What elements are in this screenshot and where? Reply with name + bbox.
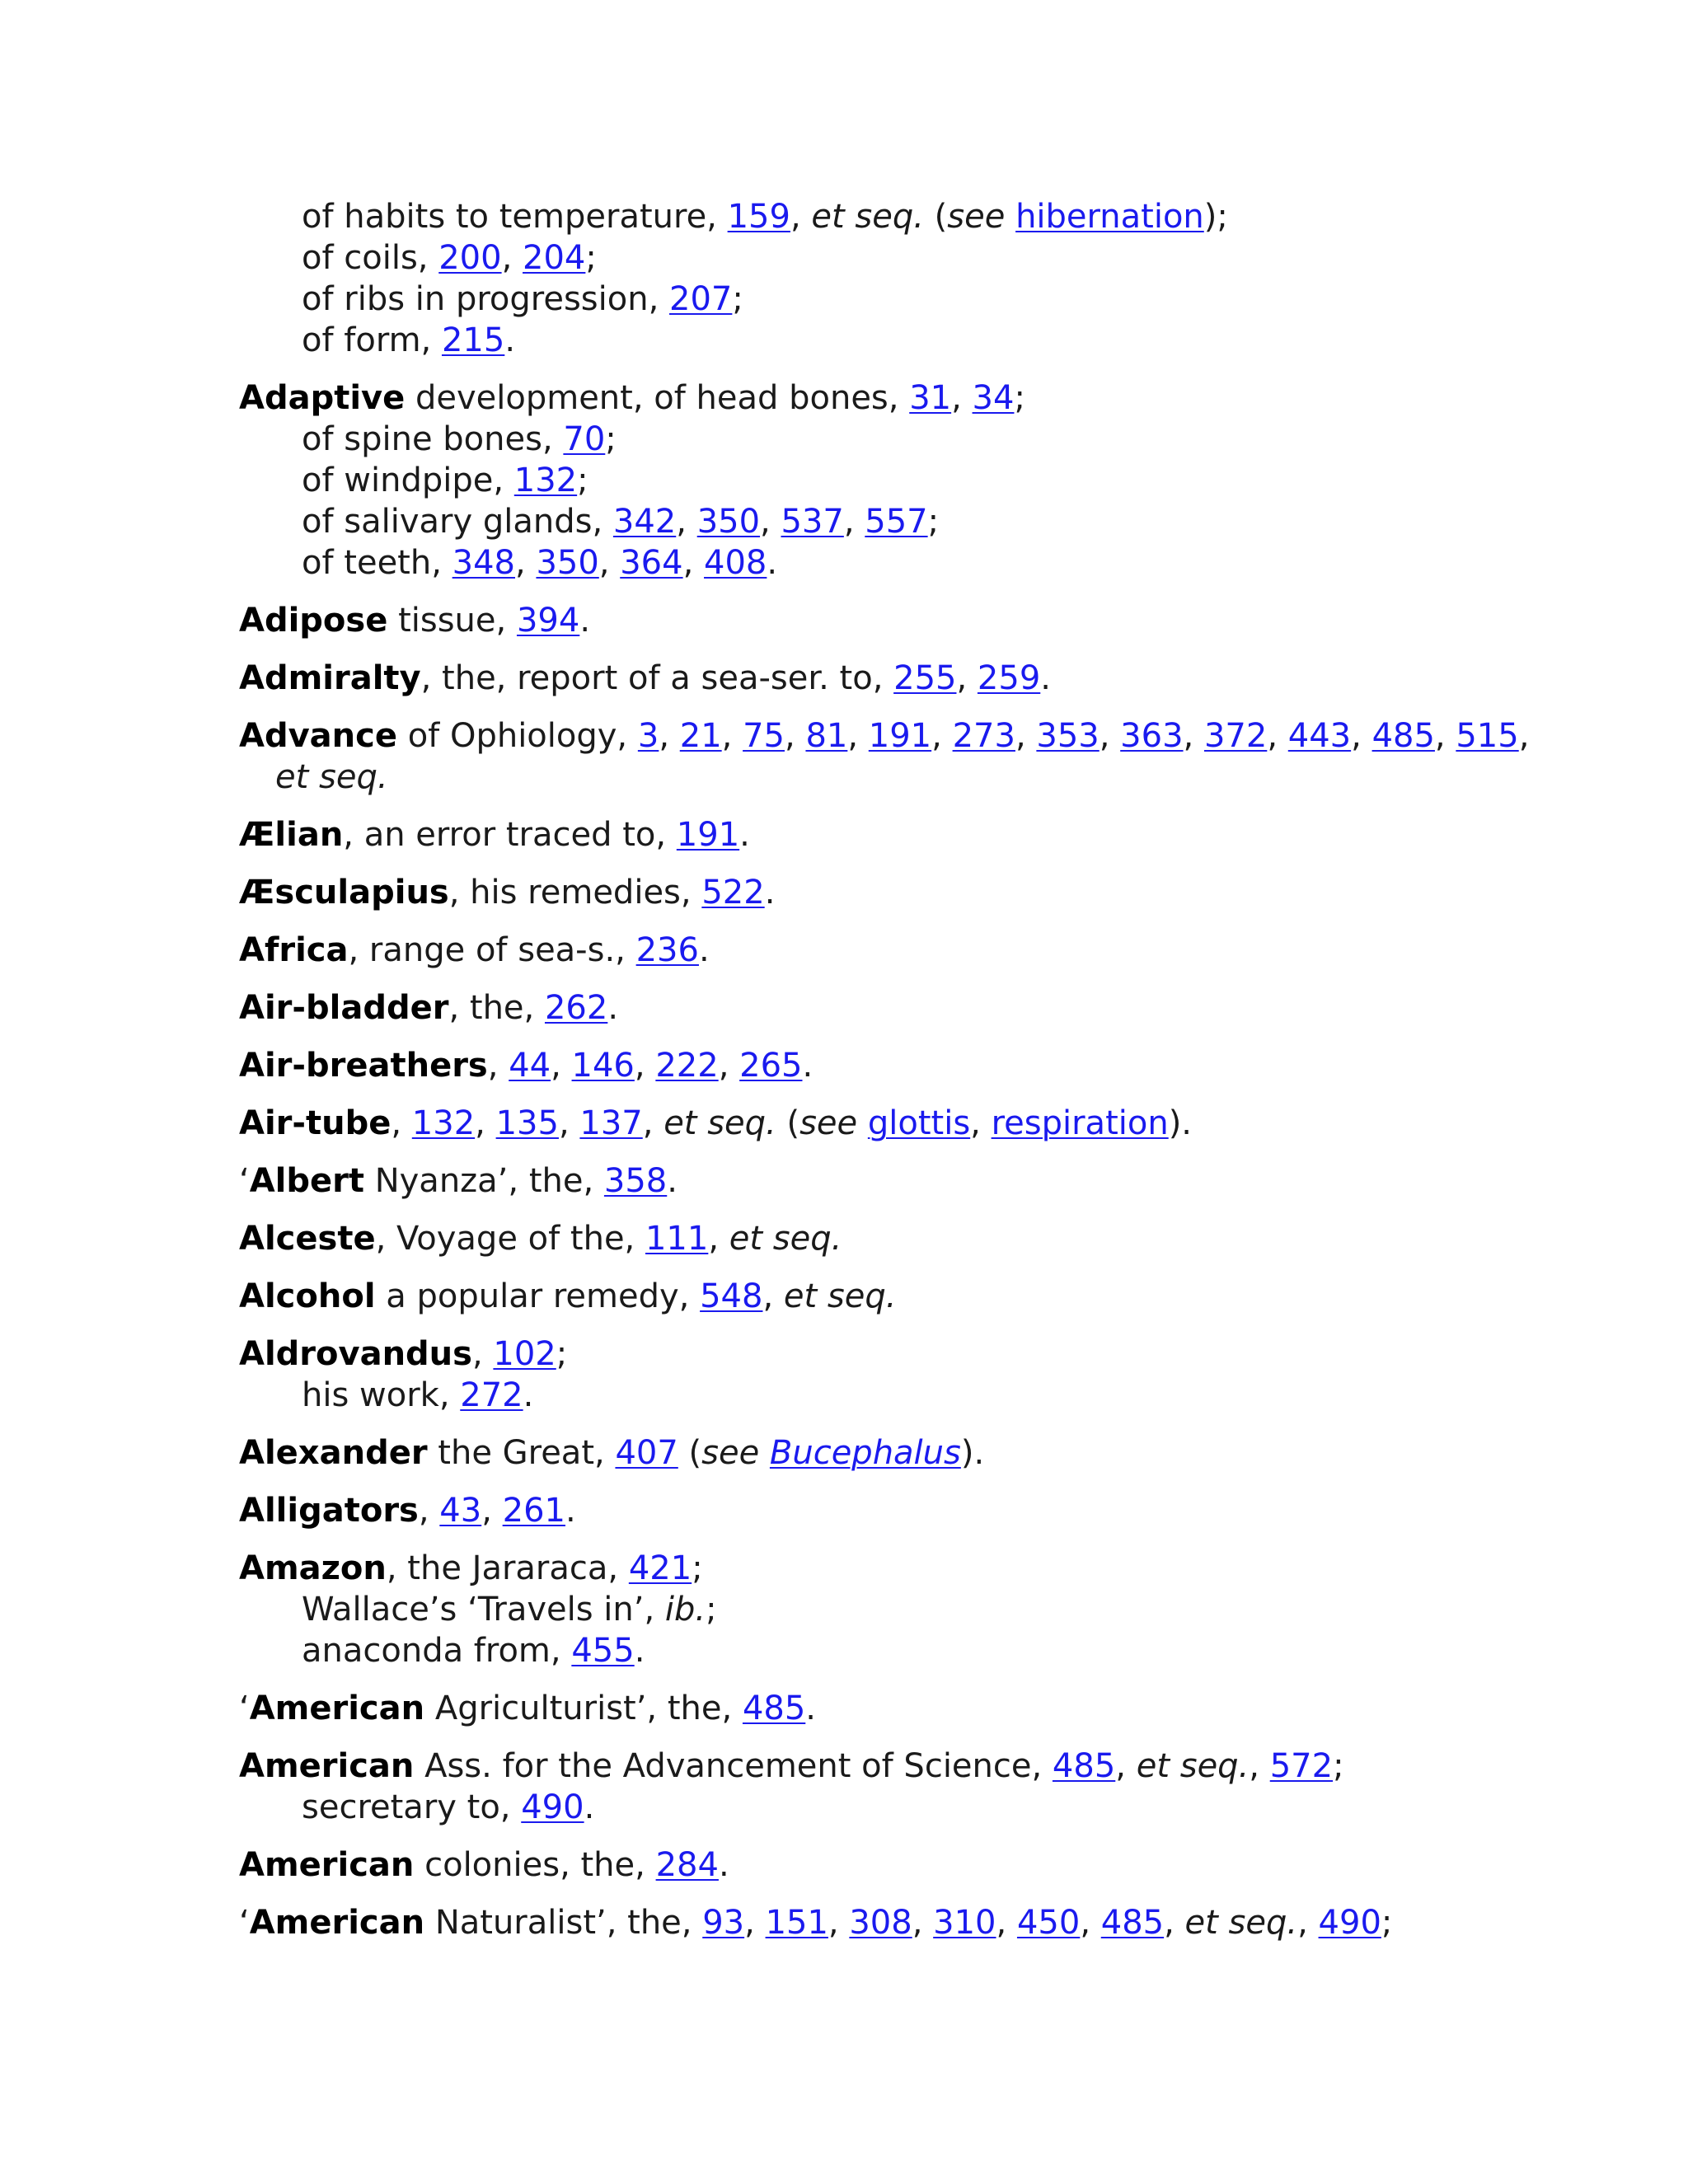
page-link[interactable]: 284 [655,1846,719,1884]
entry-text: tissue, [387,602,517,640]
headword: Adipose [239,602,388,640]
entry-text: ‘ [239,1690,250,1727]
entry-subline [239,460,1475,501]
entry-text: , [659,717,680,755]
entry-text: , [471,1335,494,1373]
entry-subline [239,1787,1475,1828]
entry-text: of form, [302,321,442,359]
entry-text: , [551,1047,572,1085]
headword: American [239,1747,415,1785]
entry-text: , [931,717,953,755]
headword: American [239,1846,415,1884]
entry-text: . [667,1162,678,1200]
page-link[interactable]: 44 [509,1047,551,1085]
entry-text: , [642,1104,664,1142]
italic-text: et seq. [811,198,924,236]
page-link[interactable]: 272 [460,1376,523,1414]
page-link[interactable]: 159 [727,198,790,236]
headword: Advance [239,717,397,755]
page-link[interactable]: 265 [739,1047,803,1085]
entry-text: ). [1168,1104,1193,1142]
entry-text: , [1249,1747,1270,1785]
page-link[interactable]: 408 [704,544,767,582]
entry-headline [239,1103,1475,1144]
entry-text: ; [706,1591,717,1629]
entry-headline [239,715,1530,757]
page-link[interactable]: 363 [1120,717,1184,755]
entry-headline [239,1333,1475,1375]
index-entry [239,1844,1475,1886]
page-link[interactable]: 485 [1372,717,1435,755]
entry-text: ; [577,462,588,499]
page-link[interactable]: 548 [700,1277,763,1315]
page-link[interactable]: 557 [865,503,928,541]
page-link[interactable]: 132 [411,1104,476,1142]
headword: Air-tube [239,1104,392,1142]
entry-text: , [1297,1904,1319,1942]
entry-text: ; [605,420,617,458]
entry-text: Wallace’s ‘Travels in’, [302,1591,665,1629]
entry-text: , [785,717,806,755]
index-entry [239,1218,1475,1259]
headword: Aldrovandus [239,1335,472,1373]
entry-headline [239,1902,1475,1943]
entry-text: , [634,1047,656,1085]
page-link[interactable]: 537 [781,503,844,541]
entry-text: . [584,1788,595,1826]
page-link[interactable]: 490 [1318,1904,1381,1942]
entry-text: , [912,1904,934,1942]
page-link[interactable]: 342 [612,503,677,541]
page-link[interactable]: 191 [676,816,740,854]
entry-subline [239,1375,1475,1416]
index-list [239,196,1530,1960]
page-link[interactable]: 490 [521,1788,584,1826]
entry-text: , his remedies, [448,874,702,912]
page-link[interactable]: 310 [933,1904,996,1942]
page-link[interactable]: 81 [805,717,848,755]
entry-text: ; [585,239,597,277]
page-link[interactable]: 485 [742,1690,806,1727]
entry-text: . [634,1632,645,1670]
entry-text: . [523,1376,534,1414]
headword: American [249,1690,425,1727]
index-entry [239,196,1475,361]
entry-text: , [956,659,978,697]
entry-subline [239,542,1475,583]
headword: Alcohol [239,1277,376,1315]
entry-headline [239,1432,1475,1474]
page-link[interactable]: 450 [1016,1904,1081,1942]
index-entry [239,1103,1475,1144]
page-link[interactable]: 3 [637,717,659,755]
page-link[interactable]: 522 [701,874,765,912]
entry-text: ; [556,1335,568,1373]
italic-text: see [701,1434,760,1472]
page-link[interactable]: 353 [1036,717,1100,755]
entry-text: , the Jararaca, [386,1549,629,1587]
italic-text: et seq. [729,1220,842,1258]
italic-text: et seq. [1136,1747,1250,1785]
entry-headline [239,1218,1475,1259]
page-link[interactable]: 259 [977,659,1041,697]
page-link[interactable]: 350 [696,503,761,541]
entry-text: , [847,717,869,755]
entry-text: , [718,1047,740,1085]
entry-text: ( [678,1434,702,1472]
entry-headline [239,872,1475,913]
page-link[interactable]: 146 [571,1047,635,1085]
index-entry [239,1045,1475,1086]
entry-text: his work, [302,1376,461,1414]
entry-text: , [1183,717,1204,755]
entry-subline [239,501,1475,542]
entry-text: , [1164,1904,1185,1942]
page-link[interactable]: 70 [563,420,606,458]
cross-reference-link[interactable]: glottis [867,1104,971,1142]
page-link[interactable]: 151 [765,1904,828,1942]
entry-text: , [828,1904,850,1942]
page-link[interactable]: 135 [495,1104,559,1142]
headword: Air-breathers [239,1047,488,1085]
entry-text: Ass. for the Advancement of Science, [414,1747,1053,1785]
entry-text: , [501,239,523,277]
entry-text: , [996,1904,1017,1942]
index-entry [239,1432,1475,1474]
entry-text: , [970,1104,992,1142]
page-link[interactable]: 394 [516,602,580,640]
page-link[interactable]: 515 [1456,717,1519,755]
entry-text: , [676,503,697,541]
entry-text: of habits to temperature, [302,198,728,236]
italic-text: et seq. [783,1277,897,1315]
entry-text: ( [923,198,948,236]
entry-text: , [1099,717,1121,755]
entry-text: , the, [448,989,545,1027]
entry-text: . [607,989,619,1027]
entry-text: ‘ [239,1904,250,1942]
entry-subline [239,196,1475,237]
page-link[interactable]: 21 [679,717,722,755]
entry-text: . [739,816,750,854]
page-link[interactable]: 348 [452,544,515,582]
page-link[interactable]: 75 [743,717,785,755]
page-link[interactable]: 443 [1287,717,1352,755]
page-link[interactable]: 93 [702,1904,745,1942]
entry-text: ; [1014,379,1025,417]
italic-text: et seq. [1184,1904,1298,1942]
entry-text: of salivary glands, [302,503,613,541]
entry-text: , the, report of a sea-ser. to, [420,659,894,697]
page-link[interactable]: 207 [669,280,733,318]
entry-text: Nyanza’, the, [364,1162,604,1200]
entry-text: , [762,1277,784,1315]
page-link[interactable]: 358 [603,1162,668,1200]
entry-text: of ribs in progression, [302,280,669,318]
index-entry [239,715,1530,798]
entry-headline [239,377,1475,419]
entry-text: Naturalist’, the, [424,1904,703,1942]
entry-text: ; [692,1549,703,1587]
entry-text: ; [927,503,940,541]
headword: Æsculapius [239,874,449,912]
entry-text: colonies, the, [414,1846,656,1884]
entry-headline [239,1276,1475,1317]
entry-text: , [598,544,621,582]
entry-text: ( [776,1104,800,1142]
entry-headline [239,1688,1475,1729]
page-link[interactable]: 215 [441,321,505,359]
entry-text: ; [1381,1904,1393,1942]
page-link[interactable]: 350 [536,544,599,582]
page-link[interactable]: 204 [523,239,586,277]
entry-headline [239,658,1475,699]
headword: Africa [239,931,349,969]
entry-subline [239,237,1475,279]
page-link[interactable]: 132 [513,462,578,499]
entry-text: of Ophiology, [396,717,638,755]
page-link[interactable]: 308 [849,1904,912,1942]
page-link[interactable]: 407 [615,1434,678,1472]
entry-text: , [760,503,781,541]
page-link[interactable]: 34 [972,379,1015,417]
entry-text: . [698,931,710,969]
entry-text: . [565,1492,576,1530]
entry-text: , [487,1047,509,1085]
index-entry [239,1490,1475,1531]
entry-text: ; [732,280,743,318]
cross-reference-link[interactable]: Bucephalus [769,1434,961,1472]
page-link[interactable]: 261 [502,1492,565,1530]
entry-headline [239,1746,1475,1787]
index-entry [239,1902,1475,1943]
entry-text: of windpipe, [302,462,514,499]
page-link[interactable]: 102 [493,1335,556,1373]
entry-text: . [764,874,776,912]
index-entry [239,930,1475,971]
entry-headline [239,1490,1475,1531]
entry-text: development, of head bones, [405,379,910,417]
entry-text: , [515,544,537,582]
entry-subline [239,320,1475,361]
entry-text: anaconda from, [302,1632,572,1670]
italic-text: see [799,1104,858,1142]
entry-subline [239,1589,1475,1630]
entry-text: . [1040,659,1051,697]
page-link[interactable]: 421 [628,1549,692,1587]
entry-headline [239,1548,1475,1589]
entry-text: , [951,379,973,417]
entry-text: , an error traced to, [343,816,677,854]
index-entry [239,600,1475,641]
index-entry [239,658,1475,699]
entry-text: , [1015,717,1037,755]
headword: Ælian [239,816,344,854]
entry-text: , [558,1104,580,1142]
entry-text: of spine bones, [302,420,564,458]
page-link[interactable]: 200 [438,239,502,277]
page-link[interactable]: 572 [1269,1747,1334,1785]
entry-text: ). [960,1434,985,1472]
index-entry [239,1548,1475,1671]
italic-text: ib. [664,1591,706,1629]
entry-headline [239,1160,1475,1202]
entry-text: , range of sea-s., [348,931,636,969]
headword: Alceste [239,1220,376,1258]
page-link[interactable]: 43 [439,1492,482,1530]
page-link[interactable]: 372 [1203,717,1268,755]
index-entry [239,1688,1475,1729]
page-link[interactable]: 137 [579,1104,643,1142]
headword: Adaptive [239,379,406,417]
entry-text: , [1115,1747,1137,1785]
headword: Alligators [239,1492,419,1530]
entry-text: of coils, [302,239,439,277]
entry-text: secretary to, [302,1788,522,1826]
entry-text: , [391,1104,412,1142]
entry-headline [239,1844,1475,1886]
entry-text: ; [1333,1747,1344,1785]
headword: Alexander [239,1434,428,1472]
entry-text: , [481,1492,503,1530]
entry-text: , [1518,717,1530,755]
page-link[interactable]: 191 [868,717,932,755]
page-link[interactable]: 364 [620,544,683,582]
entry-text: . [504,321,516,359]
index-entry [239,1160,1475,1202]
entry-text: , [682,544,705,582]
page-link[interactable]: 485 [1052,1747,1116,1785]
entry-text: , [721,717,743,755]
entry-text: the Great, [427,1434,616,1472]
italic-text: et seq. [663,1104,776,1142]
entry-subline [239,1630,1475,1671]
entry-text: , [1267,717,1288,755]
entry-headline [239,1045,1475,1086]
page-link[interactable]: 222 [655,1047,719,1085]
headword: Amazon [239,1549,387,1587]
entry-text: , [1434,717,1456,755]
page-link[interactable]: 236 [635,931,699,969]
italic-text: see [947,198,1006,236]
entry-text: , [475,1104,496,1142]
index-entry [239,872,1475,913]
entry-text: . [802,1047,814,1085]
entry-headline [239,930,1475,971]
headword: Albert [249,1162,364,1200]
page-link[interactable]: 485 [1100,1904,1165,1942]
entry-text [857,1104,868,1142]
page-link[interactable]: 273 [952,717,1015,755]
headword: Admiralty [239,659,421,697]
page-link[interactable]: 262 [544,989,608,1027]
cross-reference-link[interactable]: hibernation [1015,198,1204,236]
entry-text: , [790,198,812,236]
entry-subline [239,419,1475,460]
headword: American [249,1904,425,1942]
entry-text: , [708,1220,729,1258]
cross-reference-link[interactable]: respiration [991,1104,1169,1142]
entry-text: Agriculturist’, the, [424,1690,743,1727]
entry-text: , [1080,1904,1101,1942]
entry-text: . [805,1690,817,1727]
entry-subline [239,757,1475,798]
entry-text: , [1351,717,1372,755]
entry-text [1005,198,1015,236]
page-link[interactable]: 255 [893,659,957,697]
entry-subline [239,279,1475,320]
index-entry [239,1746,1475,1828]
page-link[interactable]: 455 [571,1632,635,1670]
entry-text: . [718,1846,729,1884]
entry-text [759,1434,770,1472]
italic-text: et seq. [275,758,388,796]
entry-text: , [418,1492,440,1530]
headword: Air-bladder [239,989,449,1027]
entry-text: ‘ [239,1162,250,1200]
entry-text: of teeth, [302,544,452,582]
index-entry [239,814,1475,855]
entry-headline [239,987,1475,1029]
entry-headline [239,814,1475,855]
page-link[interactable]: 31 [909,379,952,417]
entry-text: , [843,503,865,541]
page-link[interactable]: 111 [645,1220,709,1258]
entry-text: , Voyage of the, [375,1220,645,1258]
entry-text: , [744,1904,766,1942]
index-entry [239,987,1475,1029]
entry-text: ); [1203,198,1228,236]
entry-headline [239,600,1475,641]
entry-text: a popular remedy, [375,1277,701,1315]
entry-text: . [767,544,778,582]
index-entry [239,1333,1475,1416]
entry-text: . [579,602,591,640]
index-entry [239,377,1475,583]
index-entry [239,1276,1475,1317]
